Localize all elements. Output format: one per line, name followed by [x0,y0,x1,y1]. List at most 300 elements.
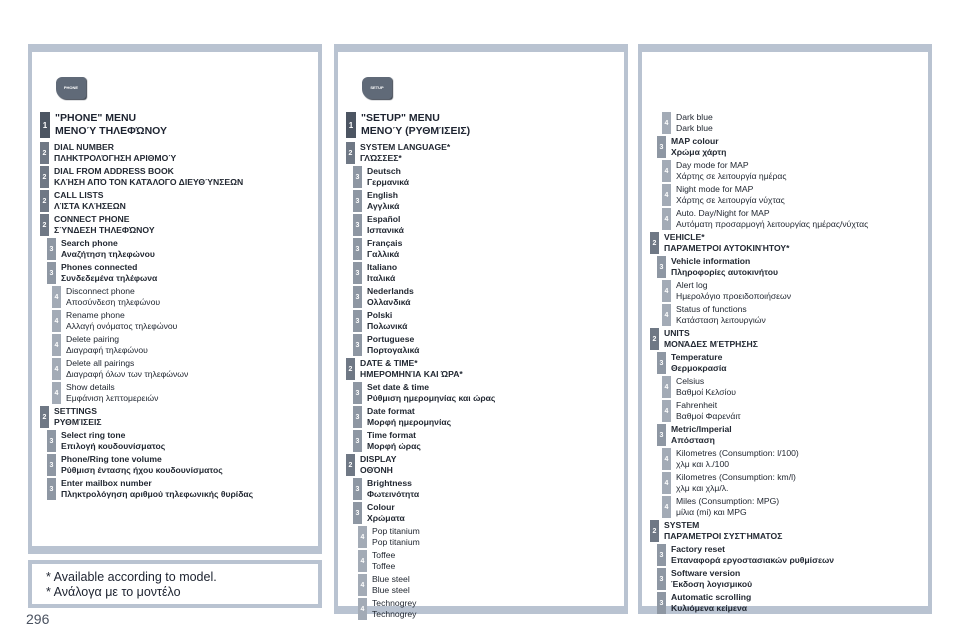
level-badge: 3 [657,352,666,374]
label-english: Vehicle information [671,256,751,266]
label-greek: ΣΎΝΔΕΣΗ ΤΗΛΕΦΏΝΟΥ [54,225,155,235]
level-badge: 4 [52,382,61,404]
menu-row [353,502,405,524]
menu-label [61,430,165,452]
label-greek: χλμ και λ./100 [676,459,730,469]
label-english: Celsius [676,376,705,386]
level-badge: 3 [353,262,362,284]
label-english: Delete pairing [66,334,120,344]
label-english: Kilometres (Consumption: l/100) [676,448,799,458]
level-badge: 4 [662,160,671,182]
label-english: Automatic scrolling [671,592,752,602]
menu-label [54,190,126,212]
menu-row [47,262,157,284]
label-greek: Ρύθμιση έντασης ήχου κουδουνίσματος [61,465,223,475]
menu-row [662,400,741,422]
menu-label [66,382,158,404]
label-greek: Ισπανικά [367,225,404,235]
menu-row [346,112,470,138]
menu-row [657,568,752,590]
menu-label [367,502,405,524]
menu-label [676,472,796,494]
menu-label [54,406,101,428]
level-badge: 4 [52,310,61,332]
menu-row [358,598,416,620]
menu-row [52,286,160,308]
label-english: Show details [66,382,115,392]
menu-row [353,166,409,188]
label-english: Polski [367,310,393,320]
menu-row [52,310,177,332]
menu-row [353,238,402,260]
level-badge: 3 [657,256,666,278]
menu-row [657,256,778,278]
label-english: SYSTEM [664,520,700,530]
menu-row [353,262,397,284]
label-greek: Μορφή ώρας [367,441,421,451]
label-english: Set date & time [367,382,430,392]
level-badge: 4 [662,184,671,206]
setup-menu-panel [334,44,628,619]
menu-label [372,598,416,620]
menu-row [358,574,410,596]
menu-label [671,256,778,278]
level-badge: 4 [662,304,671,326]
label-english: Toffee [372,550,396,560]
menu-row [346,142,450,164]
panel-sheet [642,52,928,613]
note-sheet [32,564,318,604]
label-english: DATE & TIME* [360,358,418,368]
label-greek: ΟΘΌΝΗ [360,465,393,475]
menu-row [47,478,253,500]
label-english: DIAL NUMBER [54,142,114,152]
level-badge: 2 [40,214,49,236]
level-badge: 2 [346,358,355,380]
level-badge: 4 [358,574,367,596]
level-badge: 3 [657,592,666,614]
menu-row [657,592,751,614]
label-greek: Ολλανδικά [367,297,411,307]
label-english: Status of functions [676,304,747,314]
menu-label [664,328,758,350]
menu-label [367,478,419,500]
label-english: VEHICLE* [664,232,705,242]
label-english: SETTINGS [54,406,97,416]
label-greek: Αναζήτηση τηλεφώνου [61,249,155,259]
level-badge: 3 [353,310,362,332]
label-greek: ΡΥΘΜΊΣΕΙΣ [54,417,102,427]
label-english: Brightness [367,478,412,488]
label-greek: Γαλλικά [367,249,400,259]
menu-label [367,406,451,428]
level-badge: 3 [353,334,362,356]
phone-menu-panel [28,44,322,554]
menu-row [662,112,713,134]
menu-label [367,310,407,332]
level-badge: 4 [52,358,61,380]
label-greek: Χάρτης σε λειτουργία νύχτας [676,195,785,205]
level-badge: 3 [353,502,362,524]
label-greek: Πληκτρολόγηση αριθμού τηλεφωνικής θυρίδας [61,489,254,499]
level-badge: 4 [358,526,367,548]
menu-label [54,142,176,164]
label-greek: Συνδεδεμένα τηλέφωνα [61,273,158,283]
menu-row [40,142,176,164]
menu-row [662,208,868,230]
menu-row [52,334,148,356]
label-greek: Κυλιόμενα κείμενα [671,603,748,613]
label-english: Kilometres (Consumption: km/l) [676,472,796,482]
level-badge: 3 [47,238,56,260]
label-greek: ΗΜΕΡΟΜΗΝΊΑ ΚΑΙ ΏΡΑ* [360,369,463,379]
menu-row [662,304,766,326]
label-english: DISPLAY [360,454,397,464]
level-badge: 3 [353,190,362,212]
label-english: Select ring tone [61,430,126,440]
menu-label [664,232,790,254]
level-badge: 4 [52,286,61,308]
menu-row [346,358,463,380]
menu-row [346,454,396,476]
label-greek: Κατάσταση λειτουργιών [676,315,766,325]
menu-label [372,526,420,548]
menu-label [372,574,410,596]
label-greek: μίλια (mi) και MPG [676,507,747,517]
level-badge: 4 [662,376,671,398]
label-english: CALL LISTS [54,190,104,200]
label-english: Auto. Day/Night for MAP [676,208,770,218]
menu-row [353,430,421,452]
level-badge: 2 [346,454,355,476]
menu-row [657,544,834,566]
label-english: Fahrenheit [676,400,718,410]
menu-label [61,454,223,476]
menu-label [676,112,713,134]
level-badge: 2 [346,142,355,164]
menu-label [676,448,799,470]
menu-row [40,214,155,236]
menu-label [61,238,155,260]
level-badge: 1 [40,112,50,138]
label-greek: Technogrey [372,609,417,619]
label-greek: Ιταλικά [367,273,396,283]
menu-row [353,286,414,308]
label-greek: Ρύθμιση ημερομηνίας και ώρας [367,393,496,403]
menu-label [66,358,188,380]
menu-row [47,454,223,476]
level-badge: 4 [358,598,367,620]
label-english: Blue steel [372,574,410,584]
label-english: Phones connected [61,262,138,272]
menu-label [55,112,167,137]
level-badge: 4 [662,472,671,494]
menu-label [671,568,752,590]
label-greek: Επιλογή κουδουνίσματος [61,441,166,451]
label-greek: Έκδοση λογισμικού [671,579,753,589]
level-badge: 3 [353,238,362,260]
label-english: DIAL FROM ADDRESS BOOK [54,166,174,176]
menu-label [671,592,751,614]
level-badge: 3 [657,568,666,590]
menu-row [353,406,451,428]
menu-row [657,136,726,158]
label-greek: Θερμοκρασία [671,363,727,373]
level-badge: 3 [353,478,362,500]
level-badge: 3 [353,214,362,236]
label-english: Alert log [676,280,708,290]
label-english: UNITS [664,328,690,338]
label-english: English [367,190,399,200]
label-english: SYSTEM LANGUAGE* [360,142,451,152]
label-english: Software version [671,568,741,578]
menu-row [40,190,126,212]
availability-note-box [28,560,322,608]
level-badge: 4 [662,448,671,470]
label-greek: Blue steel [372,585,410,595]
menu-label [360,142,450,164]
menu-row [353,382,495,404]
label-english: Nederlands [367,286,414,296]
menu-row [662,376,736,398]
menu-label [66,310,177,332]
level-badge: 4 [662,208,671,230]
menu-label [676,400,741,422]
label-english: Français [367,238,403,248]
panel-sheet [32,52,318,546]
level-badge: 3 [353,430,362,452]
menu-row [353,478,419,500]
label-greek: Αυτόματη προσαρμογή λειτουργίας ημέρας/νύχτας [676,219,869,229]
level-badge: 2 [40,142,49,164]
level-badge: 4 [662,280,671,302]
menu-label [367,190,399,212]
menu-row [657,424,732,446]
panel-sheet [338,52,624,619]
menu-row [662,184,785,206]
label-english: Metric/Imperial [671,424,732,434]
menu-row [47,430,165,452]
note-english: * Available according to model. [46,570,217,584]
menu-row [353,214,404,236]
menu-label [367,166,409,188]
label-greek: Χρώματα [367,513,405,523]
label-greek: Διαγραφή τηλεφώνου [66,345,148,355]
menu-label [676,208,868,230]
menu-row [662,496,779,518]
label-english: Search phone [61,238,118,248]
level-badge: 3 [47,262,56,284]
label-english: Colour [367,502,395,512]
level-badge: 2 [650,520,659,542]
label-greek: Αγγλικά [367,201,400,211]
label-english: Time format [367,430,417,440]
label-greek: ΚΛΉΣΗ ΑΠΌ ΤΟΝ ΚΑΤΆΛΟΓΟ ΔΙΕΥΘΎΝΣΕΩΝ [54,177,244,187]
label-english: MAP colour [671,136,719,146]
menu-label [367,430,421,452]
label-english: Español [367,214,401,224]
menu-label [367,262,397,284]
label-english: Disconnect phone [66,286,135,296]
note-greek: * Ανάλογα με το μοντέλο [46,585,181,599]
setup-menu-continued-panel [638,44,932,614]
menu-row [40,406,101,428]
menu-row [40,166,243,188]
label-greek: ΠΑΡΆΜΕΤΡΟΙ ΣΥΣΤΉΜΑΤΟΣ [664,531,783,541]
label-greek: Μορφή ημερομηνίας [367,417,452,427]
level-badge: 3 [47,454,56,476]
level-badge: 2 [40,406,49,428]
label-english: Italiano [367,262,398,272]
label-english: "PHONE" MENU [55,112,137,124]
level-badge: 4 [358,550,367,572]
level-badge: 3 [353,406,362,428]
label-english: Rename phone [66,310,125,320]
menu-label [54,166,243,188]
menu-label [66,286,160,308]
label-greek: χλμ και χλμ/λ. [676,483,729,493]
menu-row [650,328,758,350]
label-greek: Βαθμοί Φαρενάιτ [676,411,741,421]
label-greek: Διαγραφή όλων των τηλεφώνων [66,369,189,379]
label-english: Delete all pairings [66,358,135,368]
menu-row [52,382,158,404]
label-greek: Αλλαγή ονόματος τηλεφώνου [66,321,178,331]
menu-row [650,520,782,542]
level-badge: 2 [650,232,659,254]
label-greek: Απόσταση [671,435,715,445]
menu-label [66,334,148,356]
menu-row [353,310,407,332]
label-english: Date format [367,406,415,416]
menu-label [676,376,736,398]
level-badge: 2 [40,190,49,212]
label-greek: Γερμανικά [367,177,410,187]
level-badge: 4 [662,400,671,422]
level-badge: 3 [657,136,666,158]
level-badge: 3 [353,382,362,404]
menu-label [367,286,414,308]
label-greek: Επαναφορά εργοστασιακών ρυθμίσεων [671,555,835,565]
label-english: Temperature [671,352,723,362]
label-english: "SETUP" MENU [361,112,440,124]
menu-row [358,550,395,572]
menu-row [662,472,796,494]
menu-label [372,550,395,572]
menu-label [676,280,791,302]
menu-label [676,496,779,518]
menu-label [671,352,727,374]
label-english: Enter mailbox number [61,478,152,488]
label-greek: Χρώμα χάρτη [671,147,727,157]
menu-label [367,238,402,260]
label-greek: Φωτεινότητα [367,489,420,499]
label-english: Phone/Ring tone volume [61,454,162,464]
label-greek: ΛΊΣΤΑ ΚΛΉΣΕΩΝ [54,201,126,211]
label-english: Portuguese [367,334,415,344]
menu-label [676,304,766,326]
menu-label [367,214,404,236]
label-greek: ΠΛΗΚΤΡΟΛΌΓΗΣΗ ΑΡΙΘΜΟΎ [54,153,177,163]
label-english: Pop titanium [372,526,420,536]
label-greek: Πολωνικά [367,321,408,331]
menu-label [360,358,463,380]
menu-label [61,478,253,500]
menu-row [650,232,790,254]
menu-label [361,112,470,137]
menu-row [662,160,787,182]
level-badge: 4 [662,112,671,134]
label-english: Deutsch [367,166,401,176]
label-greek: ΜΕΝΟΎ (ΡΥΘΜΊΣΕΙΣ) [361,124,471,137]
label-english: Day mode for MAP [676,160,749,170]
page-number: 296 [26,611,50,627]
menu-row [353,190,399,212]
label-greek: Βαθμοί Κελσίου [676,387,736,397]
setup-icon: SETUP [362,77,392,99]
label-greek: ΓΛΏΣΣΕΣ* [360,153,402,163]
label-english: Factory reset [671,544,725,554]
label-greek: Pop titanium [372,537,420,547]
menu-row [40,112,167,138]
level-badge: 3 [657,424,666,446]
menu-label [360,454,396,476]
menu-row [52,358,188,380]
menu-row [662,448,799,470]
menu-label [676,184,785,206]
level-badge: 2 [650,328,659,350]
label-greek: Εμφάνιση λεπτομερειών [66,393,159,403]
menu-row [353,334,419,356]
menu-row [358,526,420,548]
level-badge: 3 [657,544,666,566]
label-english: CONNECT PHONE [54,214,130,224]
label-english: Miles (Consumption: MPG) [676,496,780,506]
label-greek: Αποσύνδεση τηλεφώνου [66,297,161,307]
level-badge: 3 [353,286,362,308]
menu-label [367,382,495,404]
label-english: Night mode for MAP [676,184,754,194]
label-greek: ΠΑΡΆΜΕΤΡΟΙ ΑΥΤΟΚΙΝΉΤΟΥ* [664,243,790,253]
menu-row [657,352,727,374]
label-greek: ΜΕΝΟΎ ΤΗΛΕΦΏΝΟΥ [55,124,168,137]
level-badge: 4 [52,334,61,356]
level-badge: 3 [47,430,56,452]
menu-label [676,160,787,182]
label-english: Dark blue [676,112,713,122]
menu-row [47,238,155,260]
menu-label [664,520,782,542]
label-greek: ΜΟΝΆΔΕΣ ΜΈΤΡΗΣΗΣ [664,339,758,349]
menu-label [54,214,155,236]
menu-row [662,280,791,302]
menu-label [671,136,726,158]
label-greek: Toffee [372,561,396,571]
phone-icon: PHONE [56,77,86,99]
level-badge: 2 [40,166,49,188]
level-badge: 4 [662,496,671,518]
level-badge: 3 [47,478,56,500]
menu-label [671,424,732,446]
label-greek: Πορτογαλικά [367,345,420,355]
label-english: Technogrey [372,598,417,608]
menu-label [367,334,419,356]
level-badge: 3 [353,166,362,188]
label-greek: Ημερολόγιο προειδοποιήσεων [676,291,792,301]
label-greek: Πληροφορίες αυτοκινήτου [671,267,779,277]
label-greek: Χάρτης σε λειτουργία ημέρας [676,171,787,181]
label-greek: Dark blue [676,123,713,133]
